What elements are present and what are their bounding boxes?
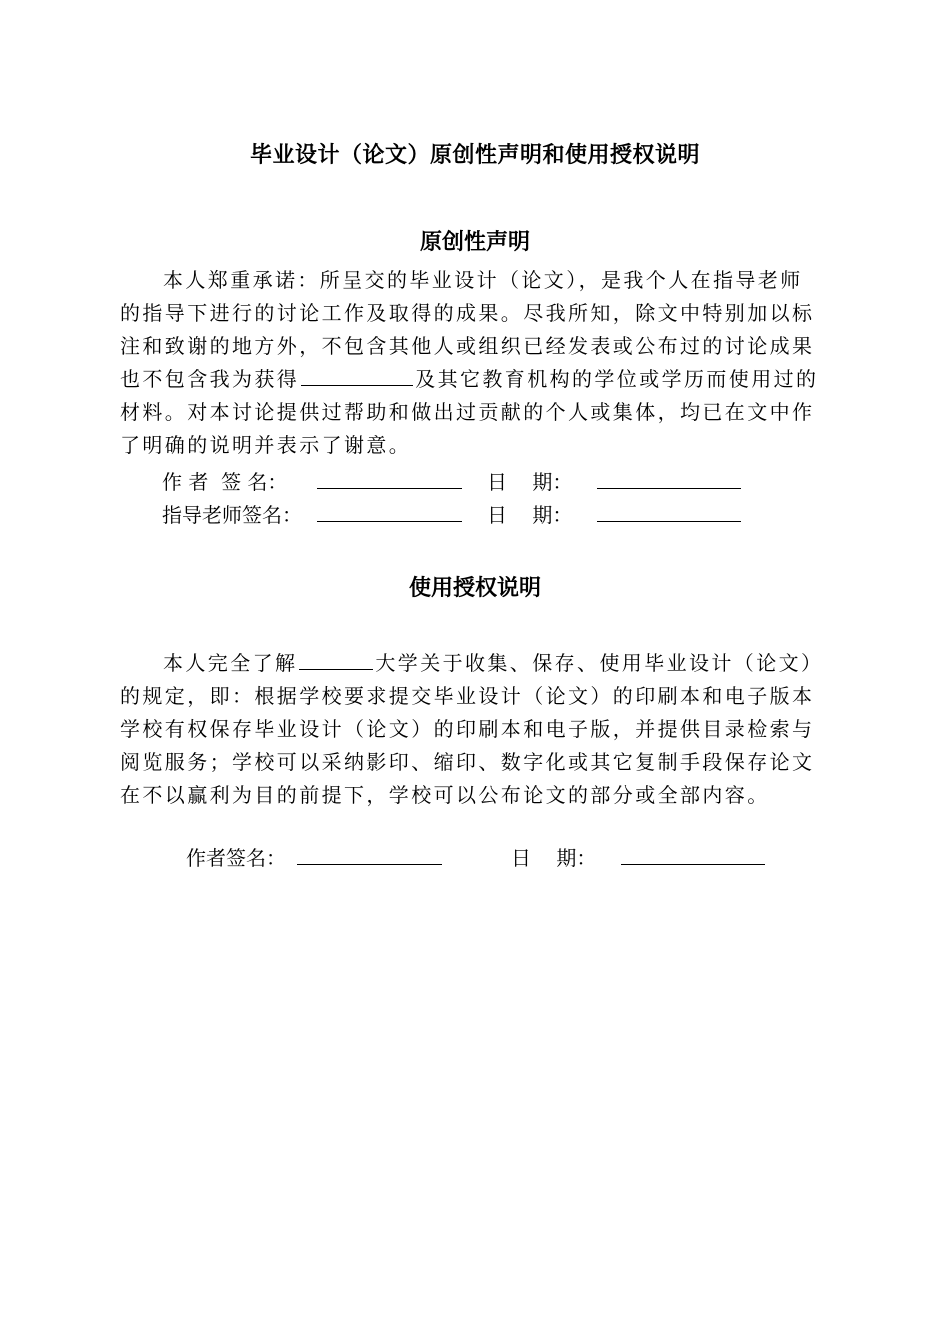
paragraph-line: 学校有权保存毕业设计（论文）的印刷本和电子版，并提供目录检索与	[120, 717, 815, 741]
author-date-field[interactable]	[597, 488, 741, 489]
authorization-heading: 使用授权说明	[408, 576, 541, 601]
paragraph-line: 的规定，即：根据学校要求提交毕业设计（论文）的印刷本和电子版本	[120, 684, 815, 708]
originality-heading: 原创性声明	[419, 230, 530, 255]
advisor-signature-row	[0, 499, 950, 531]
paragraph-line: 了明确的说明并表示了谢意。	[120, 433, 412, 457]
document-title: 毕业设计（论文）原创性声明和使用授权说明	[249, 143, 700, 168]
paragraph-line: 材料。对本讨论提供过帮助和做出过贡献的个人或集体，均已在文中作	[120, 400, 815, 424]
author-date-label: 日 期：	[487, 470, 573, 494]
text-before-blank: 也不包含我为获得	[120, 367, 300, 391]
advisor-date-field[interactable]	[597, 521, 741, 522]
authorization-date-field[interactable]	[621, 864, 765, 865]
paragraph-line: 本人郑重承诺：所呈交的毕业设计（论文），是我个人在指导老师	[163, 268, 803, 292]
university-name-blank[interactable]	[299, 649, 373, 670]
authorization-paragraph	[120, 647, 830, 812]
advisor-date-label: 日 期：	[487, 503, 573, 527]
authorization-date-label: 日 期：	[511, 846, 597, 870]
paragraph-line: 在不以赢利为目的前提下，学校可以公布论文的部分或全部内容。	[120, 783, 770, 807]
paragraph-line: 注和致谢的地方外，不包含其他人或组织已经发表或公布过的讨论成果	[120, 334, 815, 358]
advisor-signature-label: 指导老师签名：	[162, 503, 302, 527]
text-before-blank: 本人完全了解	[163, 651, 298, 675]
author-signature-row	[0, 466, 950, 498]
originality-paragraph	[120, 264, 830, 462]
degree-institution-blank[interactable]	[301, 365, 413, 386]
authorization-signature-label: 作者签名：	[186, 846, 286, 870]
text-after-blank: 大学关于收集、保存、使用毕业设计（论文）	[375, 651, 824, 675]
paragraph-line-with-blank	[120, 647, 830, 680]
text-after-blank: 及其它教育机构的学位或学历而使用过的	[415, 367, 819, 391]
advisor-signature-field[interactable]	[317, 521, 462, 522]
authorization-signature-field[interactable]	[297, 864, 442, 865]
author-signature-field[interactable]	[317, 488, 462, 489]
paragraph-line: 的指导下进行的讨论工作及取得的成果。尽我所知，除文中特别加以标	[120, 301, 815, 325]
author-signature-label: 作 者 签 名：	[162, 470, 288, 494]
paragraph-line: 阅览服务；学校可以采纳影印、缩印、数字化或其它复制手段保存论文	[120, 750, 815, 774]
authorization-signature-row	[0, 842, 950, 874]
paragraph-line-with-blank	[120, 363, 830, 396]
